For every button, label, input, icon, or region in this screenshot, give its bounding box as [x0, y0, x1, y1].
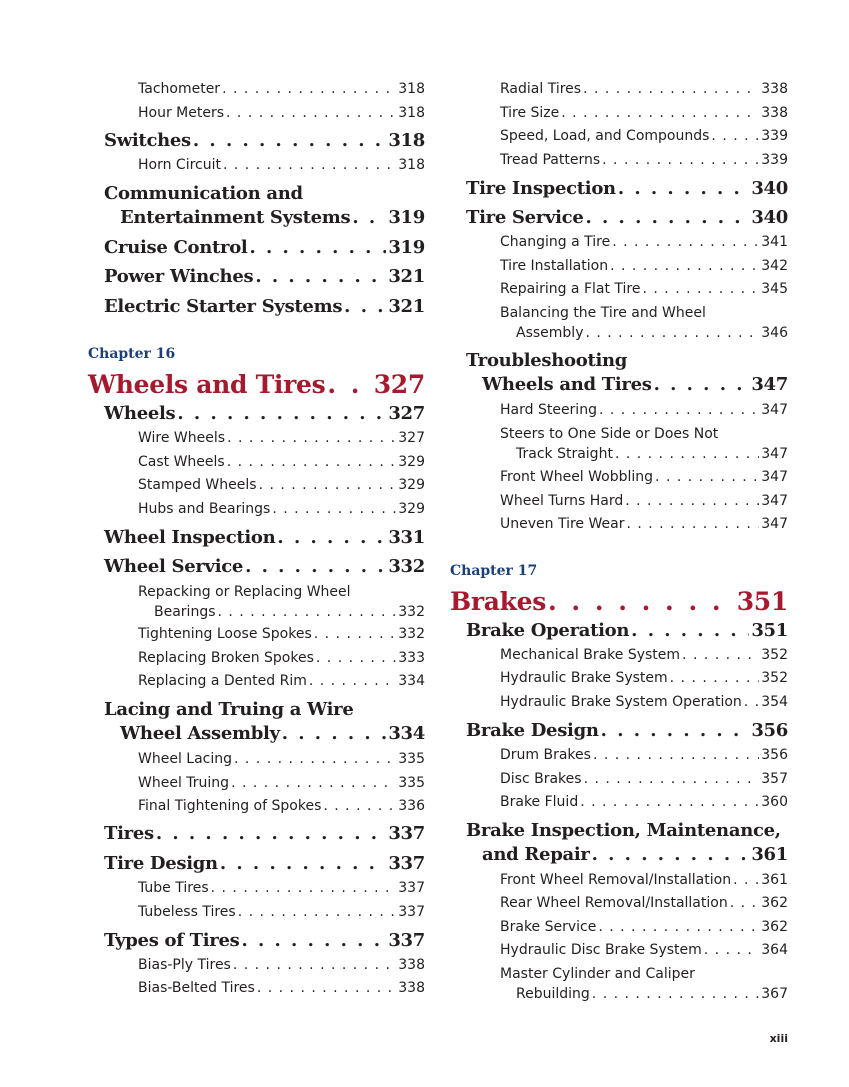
entry-title: Assembly — [516, 325, 584, 341]
toc-subsection-assembly — [450, 303, 788, 343]
entry-page-number: 341 — [761, 234, 788, 250]
entry-title-line: Balancing the Tire and Wheel — [500, 305, 706, 321]
dot-leader — [615, 444, 759, 464]
toc-subsection-replacing-a-dented-rim — [88, 671, 425, 691]
entry-page-number: 318 — [398, 105, 425, 121]
entry-title: Tire Inspection — [466, 178, 616, 199]
entry-title: Wheel Inspection — [104, 527, 276, 548]
dot-leader — [316, 648, 396, 668]
entry-title: Cruise Control — [104, 237, 248, 258]
entry-title: Hydraulic Brake System — [500, 670, 668, 686]
dot-leader — [584, 769, 760, 789]
dot-leader — [610, 256, 759, 276]
dot-leader — [711, 126, 759, 146]
toc-subsection-wheel-turns-hard — [450, 491, 788, 511]
toc-subsection-front-wheel-removal-installation — [450, 870, 788, 890]
dot-leader — [249, 236, 386, 260]
toc-section-power-winches — [88, 265, 425, 289]
entry-page-number: 347 — [751, 374, 788, 395]
dot-leader — [222, 79, 396, 99]
toc-section-tires — [88, 822, 425, 846]
entry-page-number: 319 — [388, 237, 425, 258]
entry-title: Rear Wheel Removal/Installation — [500, 895, 728, 911]
entry-title: Wheel Turns Hard — [500, 493, 624, 509]
entry-page-number: 337 — [388, 823, 425, 844]
dot-leader — [233, 955, 396, 975]
entry-page-number: 364 — [761, 942, 788, 958]
entry-page-number: 336 — [398, 798, 425, 814]
toc-subsection-repairing-a-flat-tire — [450, 279, 788, 299]
entry-title-line: Troubleshooting — [466, 350, 628, 371]
toc-section-brake-operation — [450, 619, 788, 643]
dot-leader — [625, 491, 759, 511]
entry-title: Wheels — [104, 403, 176, 424]
dot-leader — [272, 499, 396, 519]
entry-title: Repairing a Flat Tire — [500, 281, 641, 297]
entry-page-number: 329 — [398, 477, 425, 493]
dot-leader — [612, 232, 759, 252]
entry-title: Tire Size — [500, 105, 560, 121]
entry-page-number: 361 — [761, 872, 788, 888]
toc-subsection-hydraulic-brake-system — [450, 668, 788, 688]
entry-page-number: 347 — [761, 446, 788, 462]
entry-page-number: 362 — [761, 895, 788, 911]
entry-title: Brake Fluid — [500, 794, 579, 810]
toc-section-electric-starter-systems — [88, 295, 425, 319]
toc-subsection-track-straight — [450, 424, 788, 464]
entry-page-number: 354 — [761, 694, 788, 710]
entry-title-line: Repacking or Replacing Wheel — [138, 584, 351, 600]
entry-page-number: 342 — [761, 258, 788, 274]
dot-leader — [352, 206, 386, 230]
entry-page-number: 329 — [398, 454, 425, 470]
entry-page-number: 345 — [761, 281, 788, 297]
dot-leader — [282, 722, 387, 746]
entry-page-number: 346 — [761, 325, 788, 341]
dot-leader — [245, 555, 386, 579]
dot-leader — [223, 155, 396, 175]
entry-title: Cast Wheels — [138, 454, 225, 470]
toc-section-wheels — [88, 402, 425, 426]
entry-title: Tightening Loose Spokes — [138, 626, 312, 642]
entry-title: Electric Starter Systems — [104, 296, 343, 317]
entry-page-number: 332 — [398, 626, 425, 642]
entry-page-number: 335 — [398, 751, 425, 767]
dot-leader — [323, 796, 396, 816]
entry-page-number: 356 — [761, 747, 788, 763]
toc-subsection-brake-fluid — [450, 792, 788, 812]
entry-title: Types of Tires — [104, 930, 240, 951]
entry-title: Tubeless Tires — [138, 904, 236, 920]
toc-subsection-tire-size — [450, 103, 788, 123]
entry-page-number: 327 — [388, 403, 425, 424]
toc-subsection-radial-tires — [450, 79, 788, 99]
entry-title: Horn Circuit — [138, 157, 221, 173]
dot-leader — [234, 749, 396, 769]
entry-title: Changing a Tire — [500, 234, 611, 250]
entry-title: Tire Installation — [500, 258, 609, 274]
chapter-title — [450, 586, 788, 618]
entry-title-line: Master Cylinder and Caliper — [500, 966, 695, 982]
toc-subsection-hydraulic-brake-system-operation — [450, 692, 788, 712]
dot-leader — [259, 475, 397, 495]
dot-leader — [314, 624, 397, 644]
dot-leader — [344, 295, 386, 319]
entry-page-number: 332 — [398, 604, 425, 620]
entry-title: Wire Wheels — [138, 430, 226, 446]
entry-title: Front Wheel Removal/Installation — [500, 872, 732, 888]
toc-subsection-speed-load-and-compounds — [450, 126, 788, 146]
entry-title: Tire Design — [104, 853, 218, 874]
toc-section-wheels-and-tires — [450, 349, 788, 397]
toc-subsection-brake-service — [450, 917, 788, 937]
toc-subsection-tread-patterns — [450, 150, 788, 170]
dot-leader — [255, 265, 386, 289]
entry-title: Bias-Ply Tires — [138, 957, 231, 973]
entry-page-number: 339 — [761, 152, 788, 168]
toc-section-switches — [88, 129, 425, 153]
entry-title: Tube Tires — [138, 880, 209, 896]
dot-leader — [241, 929, 386, 953]
entry-title: Entertainment Systems — [120, 207, 351, 228]
entry-page-number: 334 — [398, 673, 425, 689]
toc-subsection-hard-steering — [450, 400, 788, 420]
dot-leader — [592, 984, 759, 1004]
toc-subsection-tubeless-tires — [88, 902, 425, 922]
toc-subsection-hubs-and-bearings — [88, 499, 425, 519]
toc-subsection-bias-belted-tires — [88, 978, 425, 998]
dot-leader — [602, 150, 759, 170]
entry-title: Tachometer — [138, 81, 221, 97]
entry-page-number: 362 — [761, 919, 788, 935]
toc-subsection-rear-wheel-removal-installation — [450, 893, 788, 913]
entry-title: Brake Service — [500, 919, 597, 935]
entry-page-number: 334 — [388, 723, 425, 744]
entry-page-number: 357 — [761, 771, 788, 787]
entry-page-number: 367 — [761, 986, 788, 1002]
entry-title: Replacing a Dented Rim — [138, 673, 307, 689]
toc-subsection-tire-installation — [450, 256, 788, 276]
toc-section-tire-service — [450, 206, 788, 230]
entry-title: Brake Design — [466, 720, 599, 741]
toc-subsection-mechanical-brake-system — [450, 645, 788, 665]
toc-subsection-tightening-loose-spokes — [88, 624, 425, 644]
entry-page-number: 352 — [761, 670, 788, 686]
entry-page-number: 338 — [398, 980, 425, 996]
entry-title: Wheel Truing — [138, 775, 230, 791]
toc-section-cruise-control — [88, 236, 425, 260]
chapter-label: Chapter 16 — [88, 346, 176, 362]
dot-leader — [231, 773, 396, 793]
chapter-title: Wheels and Tires — [88, 370, 326, 399]
toc-subsection-cast-wheels — [88, 452, 425, 472]
dot-leader — [733, 870, 759, 890]
entry-page-number: 340 — [751, 178, 788, 199]
entry-page-number: 338 — [398, 957, 425, 973]
toc-subsection-replacing-broken-spokes — [88, 648, 425, 668]
chapter-page-number: 327 — [373, 370, 425, 399]
dot-leader — [601, 719, 750, 743]
entry-page-number: 321 — [388, 296, 425, 317]
dot-leader — [654, 373, 750, 397]
entry-page-number: 337 — [388, 930, 425, 951]
dot-leader — [257, 978, 396, 998]
dot-leader — [626, 514, 759, 534]
entry-title: Front Wheel Wobbling — [500, 469, 654, 485]
toc-section-wheel-inspection — [88, 526, 425, 550]
entry-title: Wheel Lacing — [138, 751, 233, 767]
dot-leader — [193, 129, 386, 153]
entry-page-number: 338 — [761, 81, 788, 97]
entry-page-number: 352 — [761, 647, 788, 663]
toc-subsection-wheel-lacing — [88, 749, 425, 769]
entry-title: Tread Patterns — [500, 152, 601, 168]
entry-title: Speed, Load, and Compounds — [500, 128, 710, 144]
entry-page-number: 347 — [761, 493, 788, 509]
toc-subsection-tube-tires — [88, 878, 425, 898]
dot-leader — [561, 103, 759, 123]
entry-page-number: 340 — [751, 207, 788, 228]
entry-page-number: 360 — [761, 794, 788, 810]
entry-page-number: 337 — [388, 853, 425, 874]
toc-subsection-front-wheel-wobbling — [450, 467, 788, 487]
dot-leader — [593, 745, 759, 765]
entry-title-line: Steers to One Side or Does Not — [500, 426, 719, 442]
entry-title: Final Tightening of Spokes — [138, 798, 322, 814]
entry-page-number: 337 — [398, 880, 425, 896]
entry-page-number: 318 — [398, 157, 425, 173]
entry-title: Hydraulic Brake System Operation — [500, 694, 742, 710]
dot-leader — [220, 852, 386, 876]
toc-section-and-repair — [450, 819, 788, 867]
entry-title: Drum Brakes — [500, 747, 591, 763]
dot-leader — [585, 323, 759, 343]
entry-title: Mechanical Brake System — [500, 647, 681, 663]
toc-subsection-disc-brakes — [450, 769, 788, 789]
entry-title: Uneven Tire Wear — [500, 516, 625, 532]
dot-leader — [227, 452, 397, 472]
entry-title-line: Communication and — [104, 183, 303, 204]
entry-title: Bearings — [154, 604, 216, 620]
toc-section-tire-inspection — [450, 177, 788, 201]
dot-leader — [744, 692, 759, 712]
toc-section-types-of-tires — [88, 929, 425, 953]
entry-page-number: 319 — [388, 207, 425, 228]
entry-title: Hubs and Bearings — [138, 501, 271, 517]
entry-page-number: 356 — [751, 720, 788, 741]
entry-title: Replacing Broken Spokes — [138, 650, 314, 666]
entry-page-number: 338 — [761, 105, 788, 121]
toc-section-wheel-assembly — [88, 698, 425, 746]
dot-leader — [598, 917, 759, 937]
toc-subsection-hour-meters — [88, 103, 425, 123]
entry-page-number: 347 — [761, 469, 788, 485]
entry-page-number: 361 — [751, 844, 788, 865]
entry-page-number: 337 — [398, 904, 425, 920]
toc-subsection-changing-a-tire — [450, 232, 788, 252]
dot-leader — [327, 369, 371, 401]
entry-title: Hard Steering — [500, 402, 597, 418]
entry-title: Track Straight — [516, 446, 613, 462]
dot-leader — [592, 843, 750, 867]
dot-leader — [177, 402, 386, 426]
toc-subsection-bearings — [88, 582, 425, 622]
entry-title: Tires — [104, 823, 154, 844]
page-number: xiii — [769, 1032, 788, 1045]
dot-leader — [670, 668, 760, 688]
toc-section-wheel-service — [88, 555, 425, 579]
toc-subsection-wheel-truing — [88, 773, 425, 793]
chapter-title — [88, 369, 425, 401]
toc-subsection-rebuilding — [450, 964, 788, 1004]
entry-title: Switches — [104, 130, 191, 151]
entry-title: Bias-Belted Tires — [138, 980, 255, 996]
entry-title: Tire Service — [466, 207, 584, 228]
dot-leader — [682, 645, 759, 665]
entry-page-number: 332 — [388, 556, 425, 577]
entry-title: Hour Meters — [138, 105, 225, 121]
entry-title: Stamped Wheels — [138, 477, 257, 493]
entry-page-number: 331 — [388, 527, 425, 548]
entry-page-number: 347 — [761, 516, 788, 532]
dot-leader — [618, 177, 749, 201]
toc-subsection-horn-circuit — [88, 155, 425, 175]
entry-page-number: 318 — [388, 130, 425, 151]
entry-title: Disc Brakes — [500, 771, 582, 787]
entry-page-number: 329 — [398, 501, 425, 517]
toc-subsection-uneven-tire-wear — [450, 514, 788, 534]
entry-title: Hydraulic Disc Brake System — [500, 942, 702, 958]
toc-section-tire-design — [88, 852, 425, 876]
entry-page-number: 351 — [751, 620, 788, 641]
entry-page-number: 339 — [761, 128, 788, 144]
dot-leader — [655, 467, 759, 487]
toc-subsection-hydraulic-disc-brake-system — [450, 940, 788, 960]
toc-section-brake-design — [450, 719, 788, 743]
entry-title: Wheels and Tires — [482, 374, 652, 395]
toc-subsection-final-tightening-of-spokes — [88, 796, 425, 816]
entry-page-number: 347 — [761, 402, 788, 418]
toc-subsection-bias-ply-tires — [88, 955, 425, 975]
entry-title: Power Winches — [104, 266, 254, 287]
entry-page-number: 333 — [398, 650, 425, 666]
entry-page-number: 321 — [388, 266, 425, 287]
entry-page-number: 335 — [398, 775, 425, 791]
entry-title-line: Brake Inspection, Maintenance, — [466, 820, 781, 841]
entry-title: and Repair — [482, 844, 590, 865]
toc-subsection-wire-wheels — [88, 428, 425, 448]
dot-leader — [580, 792, 759, 812]
toc-subsection-stamped-wheels — [88, 475, 425, 495]
entry-title: Radial Tires — [500, 81, 582, 97]
dot-leader — [156, 822, 387, 846]
dot-leader — [548, 586, 735, 618]
dot-leader — [309, 671, 396, 691]
entry-page-number: 318 — [398, 81, 425, 97]
dot-leader — [583, 79, 759, 99]
dot-leader — [211, 878, 397, 898]
chapter-title: Brakes — [450, 587, 547, 616]
toc-subsection-tachometer — [88, 79, 425, 99]
toc-subsection-drum-brakes — [450, 745, 788, 765]
entry-title: Rebuilding — [516, 986, 590, 1002]
toc-section-entertainment-systems — [88, 182, 425, 230]
entry-title: Wheel Assembly — [120, 723, 280, 744]
dot-leader — [643, 279, 760, 299]
dot-leader — [226, 103, 396, 123]
dot-leader — [631, 619, 749, 643]
entry-title-line: Lacing and Truing a Wire — [104, 699, 354, 720]
dot-leader — [599, 400, 759, 420]
dot-leader — [585, 206, 749, 230]
chapter-page-number: 351 — [736, 587, 788, 616]
entry-page-number: 327 — [398, 430, 425, 446]
chapter-label: Chapter 17 — [450, 563, 538, 579]
entry-title: Brake Operation — [466, 620, 630, 641]
dot-leader — [227, 428, 396, 448]
dot-leader — [730, 893, 760, 913]
dot-leader — [704, 940, 760, 960]
dot-leader — [277, 526, 386, 550]
dot-leader — [218, 602, 397, 622]
entry-title: Wheel Service — [104, 556, 244, 577]
dot-leader — [238, 902, 397, 922]
